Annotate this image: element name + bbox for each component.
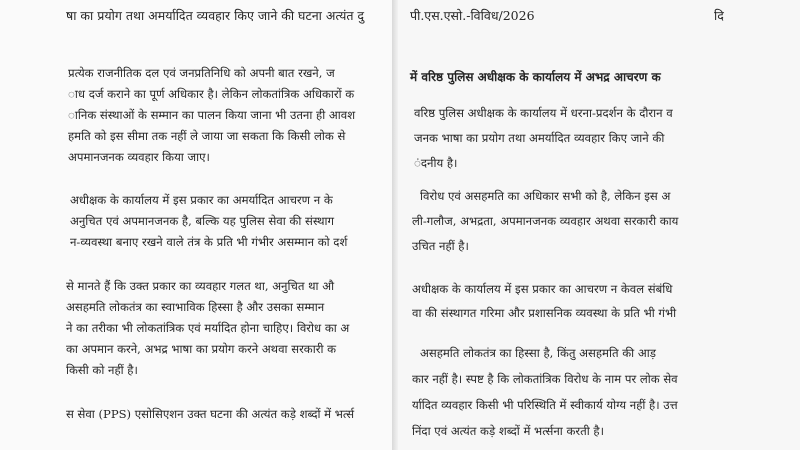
text-line: र्यादित व्यवहार किसी भी परिस्थिति में स्वीकार्य योग्य नहीं है। उत्त (412, 398, 678, 412)
text-line: निंदा एवं अत्यंत कड़े शब्दों में भर्त्सना करती है। (412, 424, 604, 438)
right-page (398, 0, 800, 450)
text-line: हमति को इस सीमा तक नहीं ले जाया जा सकता कि किसी लोक से (68, 129, 346, 143)
text-line: असहमति लोकतंत्र का स्वाभाविक हिस्सा है और उसका सम्मान (66, 300, 325, 314)
text-line: अपमानजनक व्यवहार किया जाए। (68, 150, 210, 164)
text-line: ली-गलौज, अभद्रता, अपमानजनक व्यवहार अथवा सरकारी काय (412, 214, 679, 228)
text-line: वा की संस्थागत गरिमा और प्रशासनिक व्यवस्था के प्रति भी गंभी (412, 306, 677, 320)
text-line: किसी को नहीं है। (66, 363, 138, 377)
text-line: ंदनीय है। (414, 156, 458, 170)
left-page (0, 0, 392, 450)
text-line: असहमति लोकतंत्र का हिस्सा है, किंतु असहमति की आड़ (420, 346, 656, 360)
text-line: प्रत्येक राजनीतिक दल एवं जनप्रतिनिधि को अपनी बात रखने, ज (68, 66, 335, 80)
text-line: ाध दर्ज कराने का पूर्ण अधिकार है। लेकिन लोकतांत्रिक अधिकारों क (68, 87, 355, 101)
text-line: न-व्यवस्था बनाए रखने वाले तंत्र के प्रति भी गंभीर असम्मान को दर्श (70, 235, 348, 249)
text-line: ने का तरीका भी लोकतांत्रिक एवं मर्यादित होना चाहिए। विरोध का अ (66, 321, 350, 335)
text-line: अधीक्षक के कार्यालय में इस प्रकार का आचरण न केवल संबंधि (412, 282, 673, 296)
text-line: वरिष्ठ पुलिस अधीक्षक के कार्यालय में धरना-प्रदर्शन के दौरान व (414, 106, 673, 120)
date-label: दि (714, 8, 724, 23)
subject-line: में वरिष्ठ पुलिस अधीक्षक के कार्यालय में अभद्र आचरण क (410, 70, 661, 84)
text-line: से मानते हैं कि उक्त प्रकार का व्यवहार गलत था, अनुचित था औ (66, 279, 335, 293)
left-top-line: षा का प्रयोग तथा अमर्यादित व्यवहार किए जाने की घटना अत्यंत दु (66, 8, 365, 23)
text-line: जनक भाषा का प्रयोग तथा अमर्यादित व्यवहार किए जाने की (414, 131, 665, 145)
text-line: अधीक्षक के कार्यालय में इस प्रकार का अमर्यादित आचरण न के (70, 193, 333, 207)
reference-number: पी.एस.एसो.-विविध/2026 (410, 8, 535, 23)
text-line: कार नहीं है। स्पष्ट है कि लोकतांत्रिक विरोध के नाम पर लोक सेव (412, 372, 678, 386)
text-line: अनुचित एवं अपमानजनक है, बल्कि यह पुलिस सेवा की संस्थाग (70, 214, 335, 228)
text-line: स सेवा (PPS) एसोसिएशन उक्त घटना की अत्यंत कड़े शब्दों में भर्त्स (66, 407, 355, 421)
text-line: का अपमान करने, अभद्र भाषा का प्रयोग करने अथवा सरकारी क (66, 342, 337, 356)
text-line: उचित नहीं है। (412, 239, 469, 253)
text-line: ानिक संस्थाओं के सम्मान का पालन किया जाना भी उतना ही आवश (68, 108, 356, 122)
text-line: विरोध एवं असहमति का अधिकार सभी को है, लेकिन इस अ (420, 189, 671, 203)
